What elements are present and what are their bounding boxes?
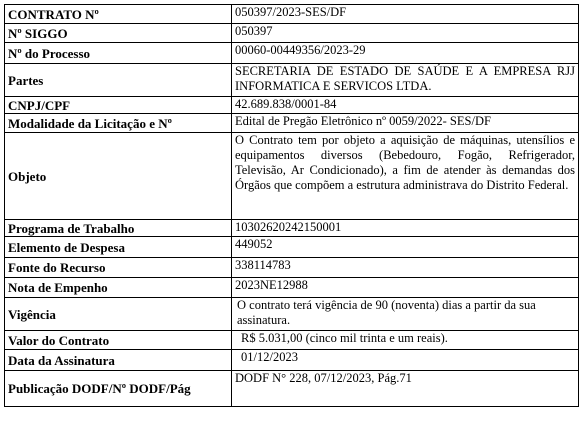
elemento-value: 449052 [232,237,579,258]
vigencia-value: O contrato terá vigência de 90 (noventa) dias a partir da sua assinatura. [232,298,579,331]
cnpj-value: 42.689.838/0001-84 [232,97,579,114]
table-row [5,220,579,237]
empenho-value: 2023NE12988 [232,278,579,298]
table-row [5,64,579,97]
table-row [5,114,579,133]
table-row [5,133,579,220]
publicacao-value: DODF N° 228, 07/12/2023, Pág.71 [232,371,579,407]
objeto-value: O Contrato tem por objeto a aquisição de máquinas, utensílios e equipamentos diversos (Bebedouro, Fogão, Refrigerador, Televisão, Ar Condicionado), a fim de atender às demandas dos Órgãos que compõem a estrutura administrava do Distrito Federal. [232,133,579,220]
table-row [5,298,579,331]
fonte-value: 338114783 [232,258,579,278]
table-row [5,24,579,43]
cnpj-label: CNPJ/CPF [5,97,232,114]
partes-label: Partes [5,64,232,97]
processo-value: 00060-00449356/2023-29 [232,43,579,64]
table-row [5,331,579,350]
table-row [5,43,579,64]
modalidade-value: Edital de Pregão Eletrônico nº 0059/2022- SES/DF [232,114,579,133]
table-row [5,5,579,24]
siggo-label: Nº SIGGO [5,24,232,43]
contrato-value: 050397/2023-SES/DF [232,5,579,24]
table-row [5,97,579,114]
siggo-value: 050397 [232,24,579,43]
objeto-label: Objeto [5,133,232,220]
contract-summary-table [4,4,579,407]
empenho-label: Nota de Empenho [5,278,232,298]
table-row [5,278,579,298]
table-row [5,350,579,371]
publicacao-label: Publicação DODF/Nº DODF/Pág [5,371,232,407]
table-row [5,237,579,258]
table-row [5,258,579,278]
valor-value: R$ 5.031,00 (cinco mil trinta e um reais). [232,331,579,350]
programa-value: 10302620242150001 [232,220,579,237]
contrato-label: CONTRATO Nº [5,5,232,24]
processo-label: Nº do Processo [5,43,232,64]
assinatura-label: Data da Assinatura [5,350,232,371]
elemento-label: Elemento de Despesa [5,237,232,258]
vigencia-label: Vigência [5,298,232,331]
assinatura-value: 01/12/2023 [232,350,579,371]
valor-label: Valor do Contrato [5,331,232,350]
fonte-label: Fonte do Recurso [5,258,232,278]
partes-value: SECRETARIA DE ESTADO DE SAÚDE E A EMPRESA RJJ INFORMATICA E SERVICOS LTDA. [232,64,579,97]
table-row [5,371,579,407]
modalidade-label: Modalidade da Licitação e Nº [5,114,232,133]
programa-label: Programa de Trabalho [5,220,232,237]
